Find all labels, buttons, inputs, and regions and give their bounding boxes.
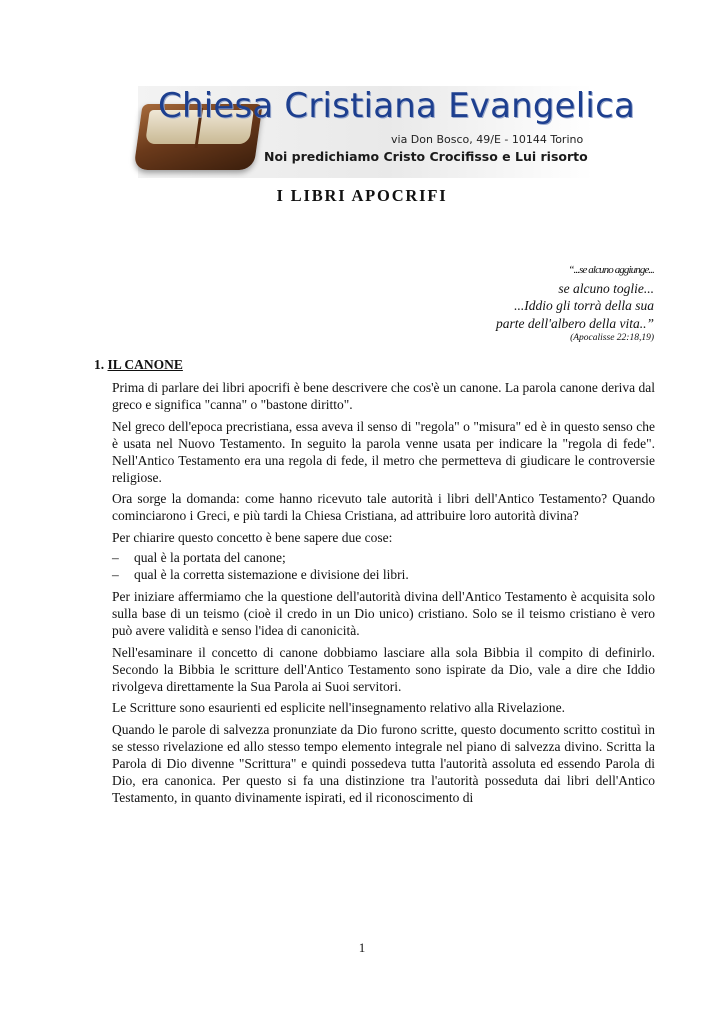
paragraph: Nel greco dell'epoca precristiana, essa aveva il senso di "regola" o "misura" ed è in questo senso che è usata nel Nuovo Testamento. In seguito la parola venne usata per indicare la "regola di fede". Nell'Antico Testamento era una regola di fede, il metro che permetteva di giudicare le controversie religiose. xyxy=(112,418,655,485)
list-item: – qual è la corretta sistemazione e divisione dei libri. xyxy=(112,567,655,584)
church-name: Chiesa Cristiana Evangelica xyxy=(158,86,636,126)
epigraph-line-3: ...Iddio gli torrà della sua xyxy=(514,298,654,313)
list-item: – qual è la portata del canone; xyxy=(112,550,655,567)
church-header-banner xyxy=(138,86,636,178)
paragraph: Quando le parole di salvezza pronunziate da Dio furono scritte, questo documento scritto costituì in se stesso rivelazione ed allo stesso tempo elemento integrale nel piano di salvezza divino. Scritta la Parola di Dio divenne "Scrittura" e quindi possedeva tutta l'autorità assoluta ed essendo Parola di Dio, era canonica. Per questo si fa una distinzione tra l'autorità posseduta dai libri dell'Antico Testamento, in quanto divinamente ispirati, ed il riconoscimento di xyxy=(112,722,655,805)
church-address: via Don Bosco, 49/E - 10144 Torino xyxy=(391,133,584,146)
document-title: I LIBRI APOCRIFI xyxy=(276,186,448,205)
epigraph-line-2: se alcuno toglie... xyxy=(558,280,654,296)
epigraph-line-1: “...se alcuno aggiunge... xyxy=(568,264,654,276)
epigraph-line-4: parte dell'albero della vita..” xyxy=(496,315,654,331)
paragraph: Per iniziare affermiamo che la questione dell'autorità divina dell'Antico Testamento è acquisita solo sulla base di un teismo (cioè il credo in un Dio unico) cristiano. Solo se il teismo cristiano è vero può avere validità e senso l'idea di canonicità. xyxy=(112,588,655,638)
epigraph xyxy=(496,262,654,345)
page-number: 1 xyxy=(358,940,366,955)
section-number: 1. xyxy=(94,357,105,372)
paragraph: Per chiarire questo concetto è bene sapere due cose: xyxy=(112,530,393,546)
paragraph: Prima di parlare dei libri apocrifi è bene descrivere che cos'è un canone. La parola canone deriva dal greco e significa "canna" o "bastone diritto". xyxy=(112,380,655,412)
section-title: IL CANONE xyxy=(107,357,183,372)
bullet-list xyxy=(112,550,655,584)
paragraph: Le Scritture sono esaurienti ed esplicite nell'insegnamento relativo alla Rivelazione. xyxy=(112,700,566,716)
epigraph-reference: (Apocalisse 22:18,19) xyxy=(570,333,654,343)
section-heading xyxy=(94,357,183,373)
paragraph: Ora sorge la domanda: come hanno ricevuto tale autorità i libri dell'Antico Testamento? Quando cominciarono i Greci, e più tardi la Chiesa Cristiana, ad attribuire loro autorità divina? xyxy=(112,491,655,524)
paragraph: Nell'esaminare il concetto di canone dobbiamo lasciare alla sola Bibbia il compito di definirlo. Secondo la Bibbia le scritture dell'Antico Testamento sono ispirate da Dio, vale a dire che Iddio rivolgeva direttamente la Sua Parola ai Suoi servitori. xyxy=(112,644,655,694)
church-motto: Noi predichiamo Cristo Crocifisso e Lui risorto xyxy=(264,149,588,164)
body-text xyxy=(112,380,655,812)
